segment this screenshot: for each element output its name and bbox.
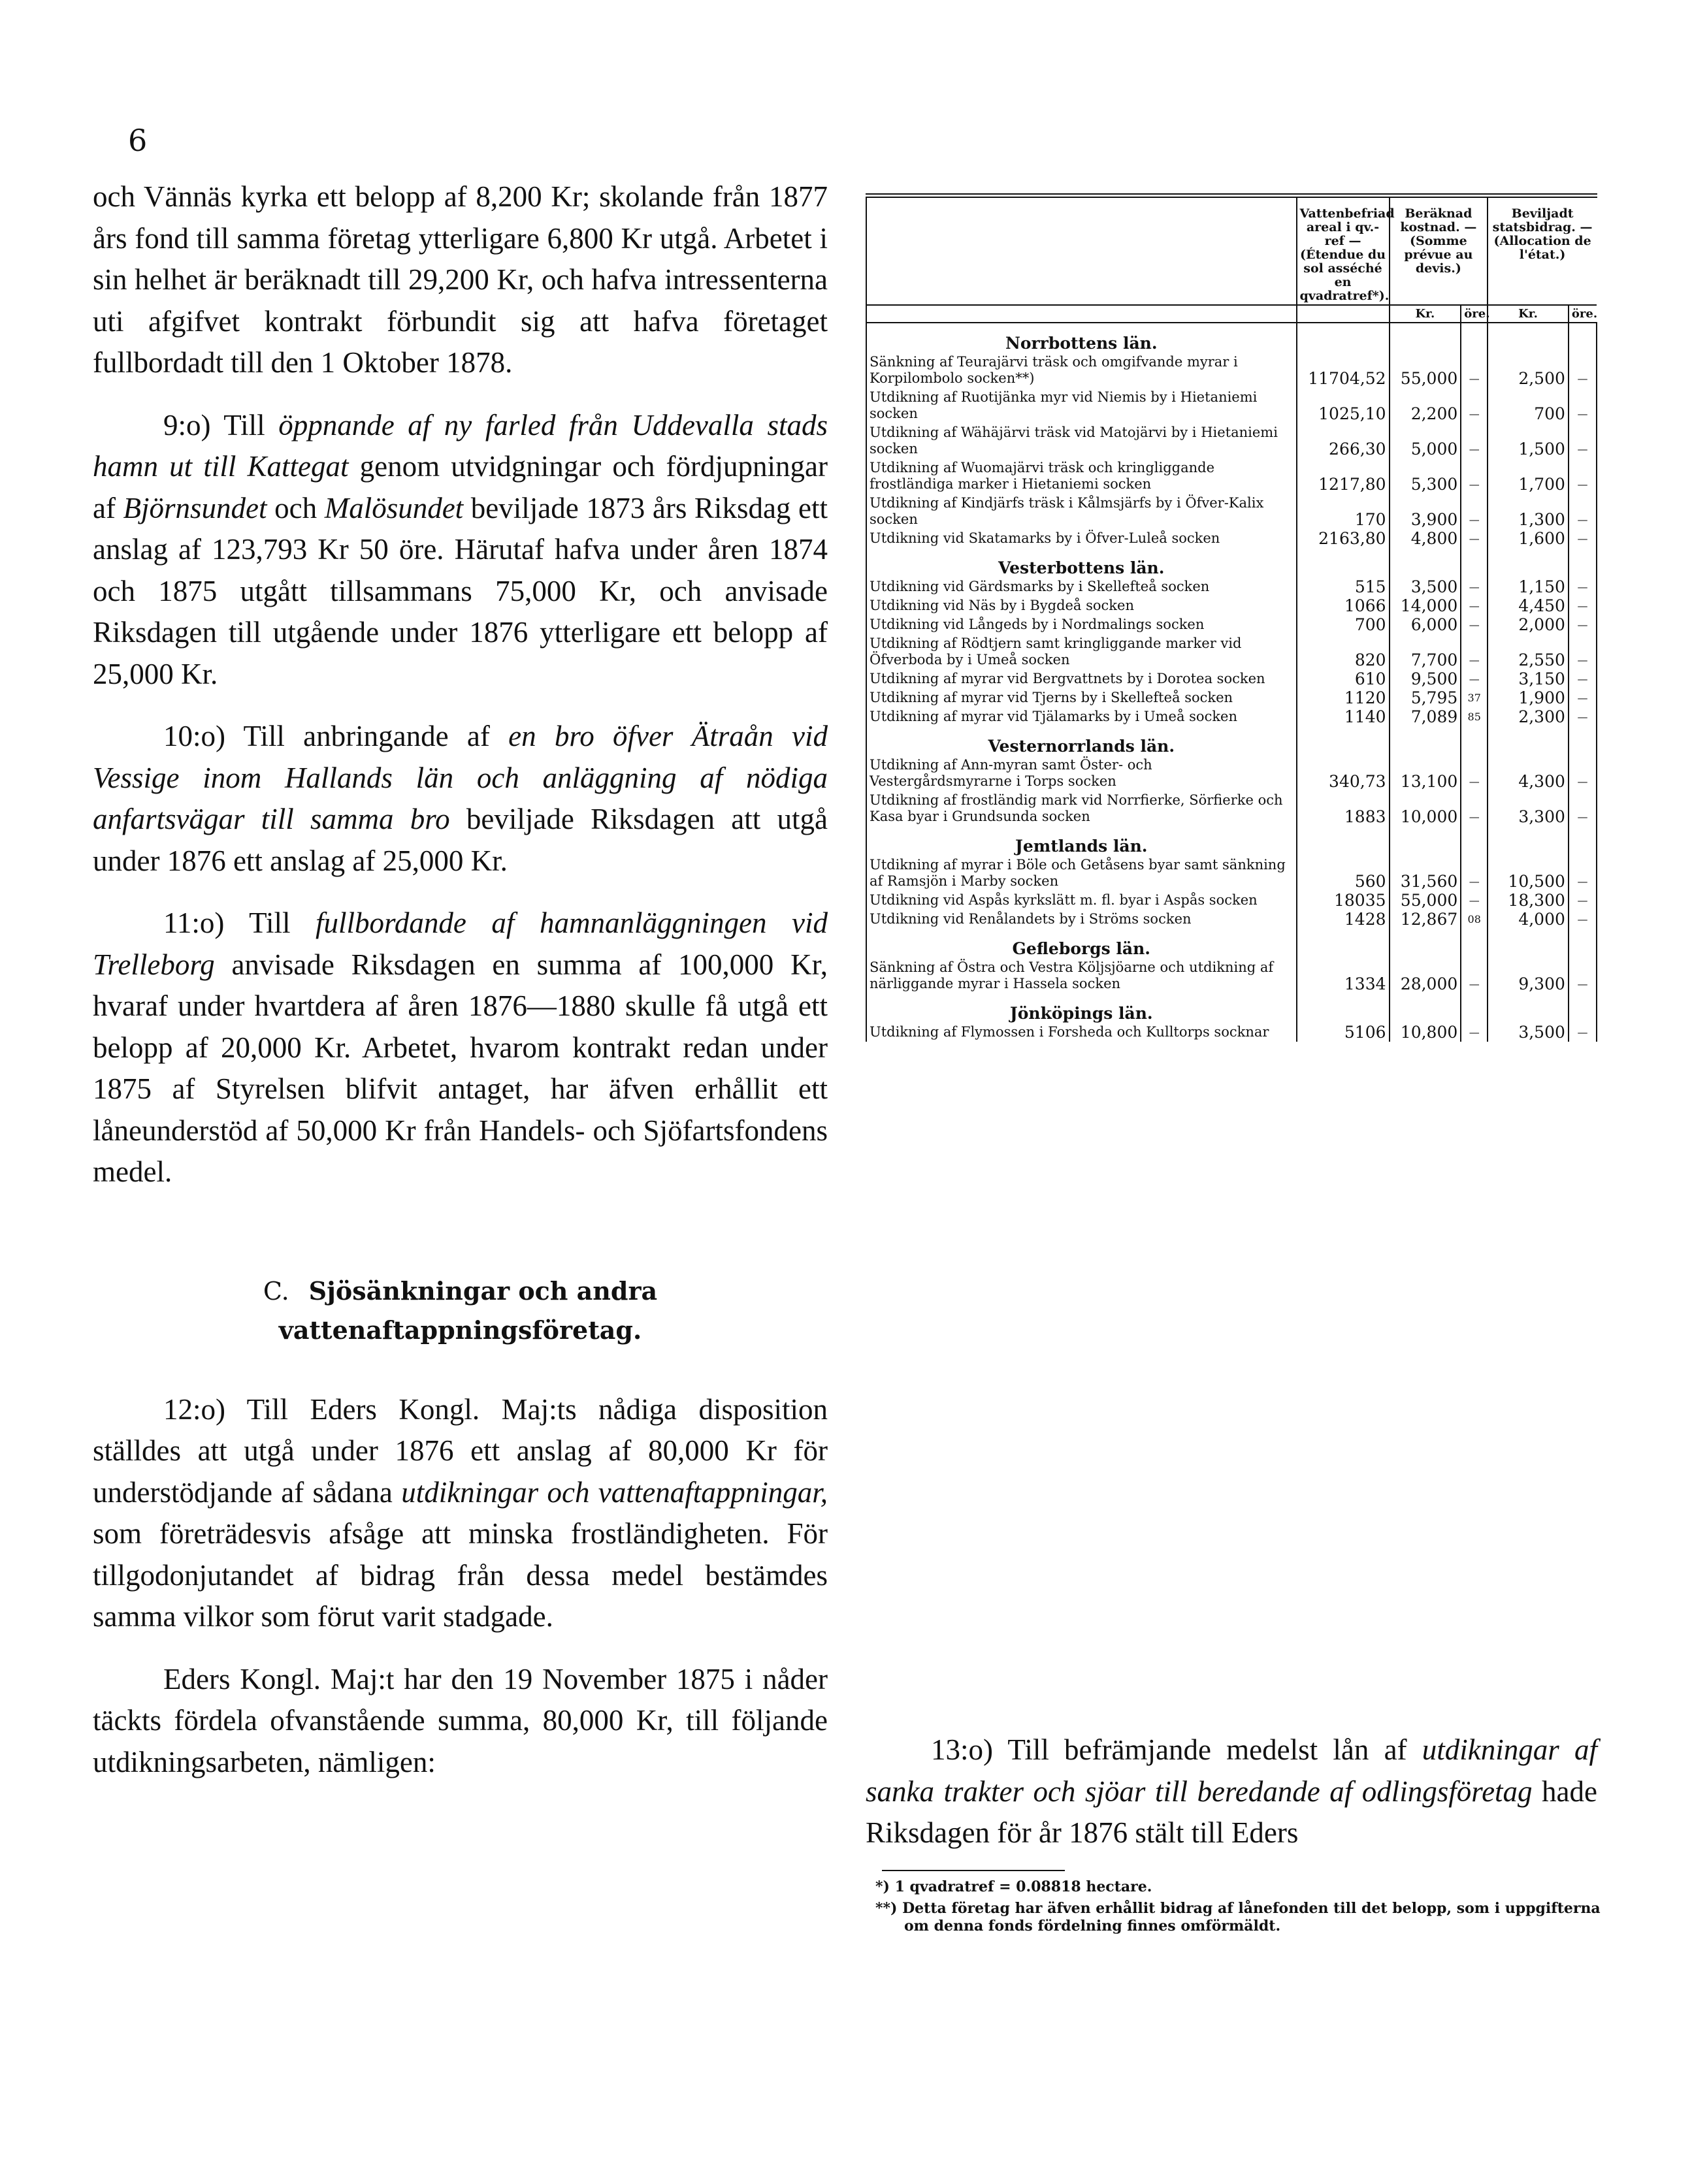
table-row: [866, 634, 1597, 669]
region-empty-cell: [1488, 929, 1569, 958]
region-name: Jönköpings län.: [866, 993, 1297, 1023]
row-area: 560: [1297, 856, 1390, 891]
table-row: [866, 458, 1597, 494]
region-empty-cell: [1569, 993, 1597, 1023]
region-empty-cell: [1297, 323, 1390, 353]
table-row: [866, 910, 1597, 929]
row-cost-ore: —: [1461, 756, 1488, 791]
region-empty-cell: [1569, 548, 1597, 577]
footnote-1: *) 1 qvadratref = 0.08818 hectare.: [875, 1878, 1152, 1895]
region-name: Norrbottens län.: [866, 323, 1297, 353]
row-cost-kr: 7,700: [1390, 634, 1461, 669]
region-empty-cell: [1488, 726, 1569, 756]
row-description: Utdikning af Kindjärfs träsk i Kålmsjärfs by i Öfver-Kalix socken: [866, 494, 1297, 529]
region-empty-cell: [1488, 548, 1569, 577]
row-description: Utdikning af myrar vid Tjerns by i Skellefteå socken: [866, 688, 1297, 707]
row-cost-ore: —: [1461, 596, 1488, 615]
region-empty-cell: [1461, 323, 1488, 353]
row-cost-kr: 55,000: [1390, 353, 1461, 388]
row-description: Utdikning af Ruotijänka myr vid Niemis by i Hietaniemi socken: [866, 388, 1297, 423]
table-row: [866, 353, 1597, 388]
row-cost-kr: 7,089: [1390, 707, 1461, 726]
row-cost-ore: —: [1461, 353, 1488, 388]
region-empty-cell: [1297, 548, 1390, 577]
region-empty-cell: [1297, 826, 1390, 856]
paragraph-vannas: och Vännäs kyrka ett belopp af 8,200 Kr; skolande från 1877 års fond till samma företag ytterligare 6,800 Kr utgå. Arbetet i sin helhet är beräknadt till 29,200 Kr, och hafva intressenterna uti afgifvet kontrakt förbundit sig att hafva företaget fullbordadt till den 1 Oktober 1878.: [93, 180, 828, 379]
region-name: Vesterbottens län.: [866, 548, 1297, 577]
row-grant-kr: 1,900: [1488, 688, 1569, 707]
row-grant-kr: 1,700: [1488, 458, 1569, 494]
row-grant-ore: —: [1569, 856, 1597, 891]
row-area: 1217,80: [1297, 458, 1390, 494]
table-row: [866, 688, 1597, 707]
region-empty-cell: [1488, 826, 1569, 856]
row-grant-kr: 700: [1488, 388, 1569, 423]
row-grant-ore: —: [1569, 958, 1597, 993]
row-area: 610: [1297, 669, 1390, 688]
row-area: 1120: [1297, 688, 1390, 707]
row-area: 515: [1297, 577, 1390, 596]
row-cost-kr: 28,000: [1390, 958, 1461, 993]
row-area: 266,30: [1297, 423, 1390, 458]
row-cost-kr: 3,500: [1390, 577, 1461, 596]
row-grant-ore: —: [1569, 791, 1597, 826]
row-description: Utdikning af frostländig mark vid Norrfierke, Sörfierke och Kasa byar i Grundsunda socken: [866, 791, 1297, 826]
row-cost-ore: —: [1461, 529, 1488, 548]
row-description: Utdikning vid Näs by i Bygdeå socken: [866, 596, 1297, 615]
row-cost-kr: 10,000: [1390, 791, 1461, 826]
row-cost-ore: —: [1461, 1023, 1488, 1042]
row-description: Utdikning af Flymossen i Forsheda och Kulltorps socknar: [866, 1023, 1297, 1042]
grants-table: [866, 193, 1597, 1042]
row-cost-ore: —: [1461, 791, 1488, 826]
row-description: Utdikning af Wähäjärvi träsk vid Matojärvi by i Hietaniemi socken: [866, 423, 1297, 458]
header-area: Vattenbefriad areal i qv.-ref — (Étendue du sol asséché en qvadratref*).: [1297, 198, 1390, 305]
table-row: [866, 423, 1597, 458]
region-row: [866, 993, 1597, 1023]
region-empty-cell: [1297, 929, 1390, 958]
row-grant-kr: 9,300: [1488, 958, 1569, 993]
row-area: 1140: [1297, 707, 1390, 726]
row-grant-kr: 4,300: [1488, 756, 1569, 791]
row-grant-ore: —: [1569, 910, 1597, 929]
table-row: [866, 707, 1597, 726]
row-cost-kr: 13,100: [1390, 756, 1461, 791]
table-row: [866, 891, 1597, 910]
row-grant-ore: —: [1569, 494, 1597, 529]
row-area: 11704,52: [1297, 353, 1390, 388]
units-area: [1297, 305, 1390, 323]
row-area: 2163,80: [1297, 529, 1390, 548]
row-area: 1334: [1297, 958, 1390, 993]
region-empty-cell: [1461, 929, 1488, 958]
row-area: 170: [1297, 494, 1390, 529]
units-spacer: [866, 305, 1297, 323]
row-cost-ore: 08: [1461, 910, 1488, 929]
row-grant-ore: —: [1569, 634, 1597, 669]
row-grant-kr: 2,000: [1488, 615, 1569, 634]
row-grant-kr: 1,300: [1488, 494, 1569, 529]
page-number: 6: [128, 123, 148, 158]
row-grant-ore: —: [1569, 615, 1597, 634]
row-cost-kr: 14,000: [1390, 596, 1461, 615]
row-grant-kr: 1,500: [1488, 423, 1569, 458]
row-description: Utdikning vid Renålandets by i Ströms socken: [866, 910, 1297, 929]
row-cost-ore: —: [1461, 669, 1488, 688]
row-description: Utdikning af Wuomajärvi träsk och kringliggande frostländiga marker i Hietaniemi socken: [866, 458, 1297, 494]
row-grant-kr: 3,150: [1488, 669, 1569, 688]
row-grant-kr: 18,300: [1488, 891, 1569, 910]
row-description: Utdikning vid Aspås kyrkslätt m. fl. byar i Aspås socken: [866, 891, 1297, 910]
row-description: Utdikning af Rödtjern samt kringliggande marker vid Öfverboda by i Umeå socken: [866, 634, 1297, 669]
region-empty-cell: [1569, 726, 1597, 756]
row-grant-ore: —: [1569, 458, 1597, 494]
table-row: [866, 669, 1597, 688]
row-area: 700: [1297, 615, 1390, 634]
region-name: Vesternorrlands län.: [866, 726, 1297, 756]
row-grant-ore: —: [1569, 707, 1597, 726]
row-grant-ore: —: [1569, 669, 1597, 688]
row-grant-ore: —: [1569, 891, 1597, 910]
row-cost-ore: —: [1461, 634, 1488, 669]
row-cost-kr: 5,300: [1390, 458, 1461, 494]
row-cost-kr: 6,000: [1390, 615, 1461, 634]
region-empty-cell: [1488, 323, 1569, 353]
row-description: Utdikning af myrar i Böle och Getåsens byar samt sänkning af Ramsjön i Marby socken: [866, 856, 1297, 891]
row-area: 820: [1297, 634, 1390, 669]
row-cost-ore: —: [1461, 423, 1488, 458]
row-cost-ore: —: [1461, 458, 1488, 494]
footnote-rule: [882, 1870, 1065, 1871]
footnote-2: **) Detta företag har äfven erhållit bidrag af lånefonden till det belopp, som i uppgifterna om denna fonds fördelning finnes omförmäldt.: [875, 1900, 1601, 1935]
region-empty-cell: [1390, 929, 1461, 958]
paragraph-10: 10:o) Till anbringande af en bro öfver Ätraån vid Vessige inom Hallands län och anläggning af nödiga anfartsvägar till samma bro beviljade Riksdagen att utgå under 1876 ett anslag af 25,000 Kr.: [93, 720, 828, 877]
row-grant-kr: 3,500: [1488, 1023, 1569, 1042]
row-cost-ore: —: [1461, 615, 1488, 634]
table-row: [866, 856, 1597, 891]
row-area: 1428: [1297, 910, 1390, 929]
row-cost-kr: 9,500: [1390, 669, 1461, 688]
table-row: [866, 529, 1597, 548]
row-grant-ore: —: [1569, 596, 1597, 615]
row-grant-kr: 4,450: [1488, 596, 1569, 615]
header-description: [866, 198, 1297, 305]
unit-cost-ore: öre.: [1461, 305, 1488, 323]
unit-cost-kr: Kr.: [1390, 305, 1461, 323]
row-cost-kr: 5,795: [1390, 688, 1461, 707]
row-grant-ore: —: [1569, 1023, 1597, 1042]
row-cost-ore: —: [1461, 891, 1488, 910]
paragraph-13: 13:o) Till befrämjande medelst lån af utdikningar af sanka trakter och sjöar till beredande af odlingsföretag hade Riksdagen för år 1876 stält till Eders: [866, 1733, 1597, 1849]
region-empty-cell: [1488, 993, 1569, 1023]
region-empty-cell: [1569, 929, 1597, 958]
region-empty-cell: [1461, 548, 1488, 577]
row-grant-kr: 3,300: [1488, 791, 1569, 826]
row-description: Sänkning af Teurajärvi träsk och omgifvande myrar i Korpilombolo socken**): [866, 353, 1297, 388]
table-body: [866, 323, 1597, 1042]
row-grant-ore: —: [1569, 353, 1597, 388]
row-grant-kr: 2,550: [1488, 634, 1569, 669]
row-grant-kr: 2,300: [1488, 707, 1569, 726]
row-cost-kr: 3,900: [1390, 494, 1461, 529]
section-heading: C. Sjösänkningar och andra vattenaftappningsföretag.: [263, 1276, 658, 1345]
paragraph-9: 9:o) Till öppnande af ny farled från Uddevalla stads hamn ut till Kattegat genom utvidgningar och fördjupningar af Björnsundet och Malösundet beviljade 1873 års Riksdag ett anslag af 123,793 Kr 50 öre. Härutaf hafva under åren 1874 och 1875 utgått tillsammans 75,000 Kr, och anvisade Riksdagen till utgående under 1876 ytterligare ett belopp af 25,000 Kr.: [93, 408, 828, 690]
row-cost-ore: —: [1461, 856, 1488, 891]
row-cost-kr: 55,000: [1390, 891, 1461, 910]
region-empty-cell: [1461, 826, 1488, 856]
row-cost-kr: 5,000: [1390, 423, 1461, 458]
table-row: [866, 1023, 1597, 1042]
region-empty-cell: [1390, 323, 1461, 353]
region-empty-cell: [1390, 726, 1461, 756]
row-grant-ore: —: [1569, 529, 1597, 548]
region-empty-cell: [1461, 993, 1488, 1023]
row-cost-ore: 85: [1461, 707, 1488, 726]
row-area: 18035: [1297, 891, 1390, 910]
table-row: [866, 577, 1597, 596]
row-description: Utdikning vid Långeds by i Nordmalings socken: [866, 615, 1297, 634]
table-row: [866, 596, 1597, 615]
row-grant-kr: 2,500: [1488, 353, 1569, 388]
row-area: 1883: [1297, 791, 1390, 826]
table-row: [866, 615, 1597, 634]
row-grant-ore: —: [1569, 388, 1597, 423]
region-empty-cell: [1390, 548, 1461, 577]
table-row: [866, 958, 1597, 993]
paragraph-12: 12:o) Till Eders Kongl. Maj:ts nådiga disposition ställdes att utgå under 1876 ett anslag af 80,000 Kr för understödjande af sådana utdikningar och vattenaftappningar, som företrädesvis afsåge att minska frostländigheten. För tillgodonjutandet af bidrag från dessa medel bestämdes samma vilkor som förut varit stadgade.: [93, 1392, 828, 1633]
region-empty-cell: [1569, 826, 1597, 856]
region-empty-cell: [1297, 726, 1390, 756]
row-area: 340,73: [1297, 756, 1390, 791]
row-description: Utdikning vid Skatamarks by i Öfver-Luleå socken: [866, 529, 1297, 548]
row-grant-kr: 1,600: [1488, 529, 1569, 548]
table-row: [866, 791, 1597, 826]
row-description: Sänkning af Östra och Vestra Köljsjöarne och utdikning af närliggande myrar i Hassela socken: [866, 958, 1297, 993]
row-area: 1066: [1297, 596, 1390, 615]
unit-grant-ore: öre.: [1569, 305, 1597, 323]
row-grant-kr: 10,500: [1488, 856, 1569, 891]
row-cost-kr: 10,800: [1390, 1023, 1461, 1042]
paragraph-eders: Eders Kongl. Maj:t har den 19 November 1875 i nåder täckts fördela ofvanstående summa, 80,000 Kr, till följande utdikningsarbeten, nämligen:: [93, 1662, 828, 1778]
row-description: Utdikning af myrar vid Tjälamarks by i Umeå socken: [866, 707, 1297, 726]
row-cost-ore: —: [1461, 494, 1488, 529]
region-name: Gefleborgs län.: [866, 929, 1297, 958]
row-area: 5106: [1297, 1023, 1390, 1042]
region-name: Jemtlands län.: [866, 826, 1297, 856]
paragraph-11: 11:o) Till fullbordande af hamnanläggningen vid Trelleborg anvisade Riksdagen en summa af 100,000 Kr, hvaraf under hvartdera af åren 1876—1880 skulle få utgå ett belopp af 20,000 Kr. Arbetet, hvarom kontrakt redan under 1875 af Styrelsen blifvit antaget, har äfven erhållit ett låneunderstöd af 50,000 Kr från Handels- och Sjöfartsfondens medel.: [93, 907, 828, 1188]
table-row: [866, 494, 1597, 529]
row-description: Utdikning af Ann-myran samt Öster- och Vestergårdsmyrarne i Torps socken: [866, 756, 1297, 791]
row-cost-kr: 31,560: [1390, 856, 1461, 891]
region-empty-cell: [1461, 726, 1488, 756]
footnotes: [875, 1878, 1601, 1939]
row-cost-ore: —: [1461, 958, 1488, 993]
header-grant: Beviljadt statsbidrag. — (Allocation de l'état.): [1488, 198, 1597, 305]
row-grant-ore: —: [1569, 756, 1597, 791]
right-text: [866, 1729, 1597, 1854]
row-grant-ore: —: [1569, 423, 1597, 458]
region-row: [866, 929, 1597, 958]
row-description: Utdikning vid Gärdsmarks by i Skellefteå socken: [866, 577, 1297, 596]
region-row: [866, 726, 1597, 756]
row-grant-ore: —: [1569, 688, 1597, 707]
row-area: 1025,10: [1297, 388, 1390, 423]
region-row: [866, 323, 1597, 353]
region-row: [866, 548, 1597, 577]
region-row: [866, 826, 1597, 856]
row-cost-kr: 2,200: [1390, 388, 1461, 423]
row-grant-kr: 1,150: [1488, 577, 1569, 596]
row-cost-ore: 37: [1461, 688, 1488, 707]
table-row: [866, 756, 1597, 791]
unit-grant-kr: Kr.: [1488, 305, 1569, 323]
row-description: Utdikning af myrar vid Bergvattnets by i Dorotea socken: [866, 669, 1297, 688]
left-column: [93, 176, 828, 1804]
row-cost-kr: 12,867: [1390, 910, 1461, 929]
row-grant-ore: —: [1569, 577, 1597, 596]
row-cost-kr: 4,800: [1390, 529, 1461, 548]
region-empty-cell: [1390, 826, 1461, 856]
region-empty-cell: [1390, 993, 1461, 1023]
row-cost-ore: —: [1461, 388, 1488, 423]
region-empty-cell: [1569, 323, 1597, 353]
row-cost-ore: —: [1461, 577, 1488, 596]
header-cost: Beräknad kostnad. — (Somme prévue au devis.): [1390, 198, 1488, 305]
region-empty-cell: [1297, 993, 1390, 1023]
row-grant-kr: 4,000: [1488, 910, 1569, 929]
table-row: [866, 388, 1597, 423]
